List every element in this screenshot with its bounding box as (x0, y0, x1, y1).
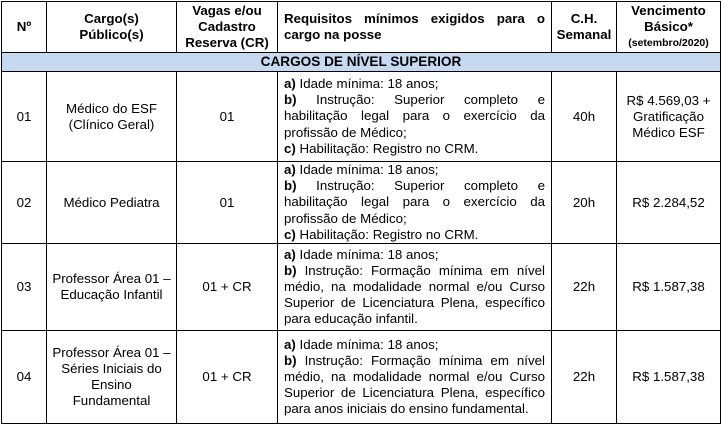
header-cargo: Cargo(s) Público(s) (47, 2, 177, 53)
row-no: 04 (2, 331, 47, 424)
row-vagas: 01 + CR (177, 331, 278, 424)
row-ch: 40h (552, 72, 617, 162)
requisito-text: Idade mínima: 18 anos; (295, 162, 439, 177)
requisito-text: Instrução: Formação mínima em nível médio, na modalidade normal e/ou Curso Superior de Licenciatura Plena, específico para anos iniciais do ensino fundamental. (284, 352, 545, 417)
requisito-item (284, 263, 545, 328)
requisito-label: b) (284, 92, 297, 108)
requisito-label: b) (284, 352, 297, 368)
header-no: Nº (2, 2, 47, 53)
row-ch: 22h (552, 331, 617, 424)
section-title: CARGOS DE NÍVEL SUPERIOR (2, 53, 721, 72)
table-header-row (2, 2, 721, 53)
header-vagas: Vagas e/ou Cadastro Reserva (CR) (177, 2, 278, 53)
requisito-label: a) (284, 336, 296, 352)
header-venc-note: (setembro/2020) (628, 37, 709, 49)
row-requisitos (278, 162, 552, 244)
row-vagas: 01 + CR (177, 244, 278, 331)
requisito-item (284, 76, 545, 92)
requisito-label: a) (284, 246, 296, 262)
requisito-item (284, 141, 545, 157)
row-requisitos (278, 72, 552, 162)
row-vagas: 01 (177, 72, 278, 162)
header-vencimento (617, 2, 721, 53)
requisito-text: Idade mínima: 18 anos; (295, 246, 439, 262)
row-cargo: Médico do ESF (Clínico Geral) (47, 72, 177, 162)
requisito-text: Idade mínima: 18 anos; (295, 75, 439, 91)
row-cargo: Professor Área 01 – Séries Iniciais do Ensino Fundamental (47, 331, 177, 424)
requisito-label: b) (284, 262, 297, 278)
header-ch: C.H. Semanal (552, 2, 617, 53)
cargos-table (1, 1, 721, 424)
requisito-item (284, 92, 545, 141)
row-vencimento: R$ 1.587,38 (617, 244, 721, 331)
requisito-label: c) (284, 140, 296, 156)
requisito-item (284, 247, 545, 263)
row-vencimento: R$ 1.587,38 (617, 331, 721, 424)
requisito-label: b) (284, 178, 297, 194)
row-cargo: Professor Área 01 – Educação Infantil (47, 244, 177, 331)
row-vencimento: R$ 4.569,03 + Gratificação Médico ESF (617, 72, 721, 162)
header-venc-label: Vencimento Básico* (631, 3, 706, 34)
requisito-text: Instrução: Superior completo e habilitação legal para o exercício da profissão de Médico; (284, 178, 545, 226)
requisito-text: Idade mínima: 18 anos; (295, 336, 439, 352)
row-ch: 20h (552, 162, 617, 244)
row-requisitos (278, 331, 552, 424)
row-ch: 22h (552, 244, 617, 331)
requisito-item (284, 227, 545, 243)
requisito-label: a) (284, 162, 296, 177)
header-requisitos: Requisitos mínimos exigidos para o cargo na posse (278, 2, 552, 53)
requisito-text: Habilitação: Registro no CRM. (295, 140, 479, 156)
requisito-label: c) (284, 226, 296, 242)
row-vencimento: R$ 2.284,52 (617, 162, 721, 244)
row-cargo: Médico Pediatra (47, 162, 177, 244)
requisito-item (284, 353, 545, 418)
requisito-text: Habilitação: Registro no CRM. (295, 226, 479, 242)
row-no: 03 (2, 244, 47, 331)
requisito-item (284, 162, 545, 178)
row-requisitos (278, 244, 552, 331)
table-row (2, 162, 721, 244)
requisito-item (284, 178, 545, 227)
row-no: 01 (2, 72, 47, 162)
table-row (2, 331, 721, 424)
table-row (2, 244, 721, 331)
requisito-text: Instrução: Superior completo e habilitação legal para o exercício da profissão de Médico; (284, 92, 545, 140)
requisito-label: a) (284, 75, 296, 91)
section-row (2, 53, 721, 72)
requisito-text: Instrução: Formação mínima em nível médio, na modalidade normal e/ou Curso Superior de Licenciatura Plena, específico para educação infantil. (284, 262, 545, 327)
row-vagas: 01 (177, 162, 278, 244)
row-no: 02 (2, 162, 47, 244)
requisito-item (284, 337, 545, 353)
table-row (2, 72, 721, 162)
